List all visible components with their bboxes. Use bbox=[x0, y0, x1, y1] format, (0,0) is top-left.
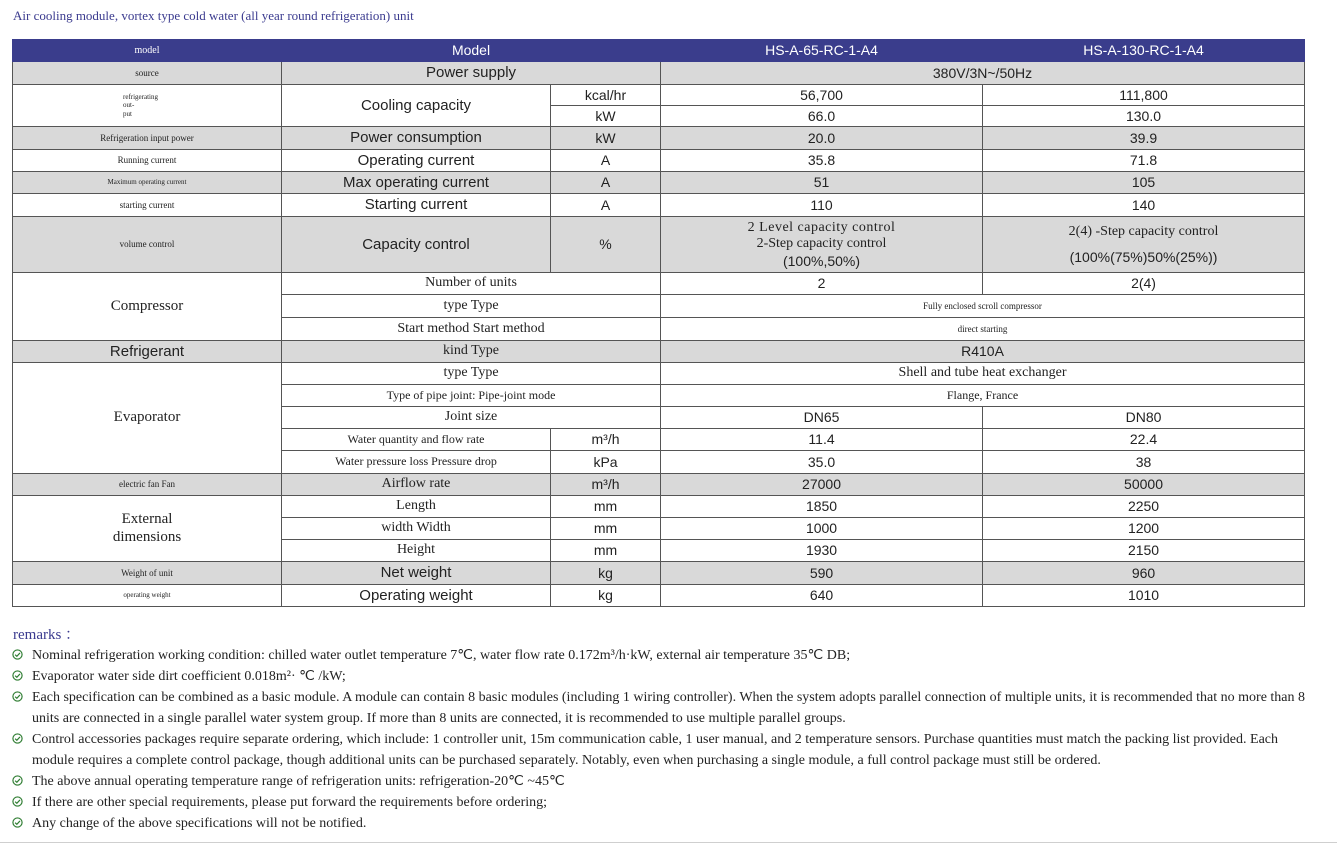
row-unit: kW bbox=[551, 106, 661, 127]
page-title: Air cooling module, vortex type cold water (all year round refrigeration) unit bbox=[13, 8, 414, 23]
remarks-list bbox=[12, 645, 1312, 834]
header-model: Model bbox=[282, 40, 661, 62]
row-value-b: 1200 bbox=[983, 518, 1305, 540]
row-unit: A bbox=[551, 172, 661, 194]
row-label: Operating current bbox=[282, 150, 551, 172]
evaporator-group-label: Evaporator bbox=[13, 363, 282, 474]
row-value-a: 35.0 bbox=[661, 451, 983, 474]
row-label: type Type bbox=[282, 295, 661, 318]
row-unit: A bbox=[551, 194, 661, 217]
row-value-a: 640 bbox=[661, 585, 983, 607]
remark-text: Any change of the above specifications will not be notified. bbox=[32, 816, 367, 831]
row-label: Power consumption bbox=[282, 127, 551, 150]
row-value-b: 50000 bbox=[983, 474, 1305, 496]
row-label-small: starting current bbox=[13, 194, 282, 217]
row-unit: kg bbox=[551, 562, 661, 585]
remark-text: If there are other special requirements, please put forward the requirements before ordering; bbox=[32, 795, 548, 810]
refrigerant-group-label: Refrigerant bbox=[13, 341, 282, 363]
row-label-small: source bbox=[13, 62, 282, 85]
row-unit: m³/h bbox=[551, 429, 661, 451]
capacity-a-line3: (100%,50%) bbox=[782, 252, 861, 269]
row-label: Power supply bbox=[282, 62, 661, 85]
table-row bbox=[13, 85, 1305, 106]
row-value-a: 20.0 bbox=[661, 127, 983, 150]
row-label: width Width bbox=[282, 518, 551, 540]
row-value-b: 111,800 bbox=[983, 85, 1305, 106]
row-label-small: refrigerating out-put bbox=[13, 85, 282, 127]
dimensions-line1: External bbox=[121, 511, 173, 528]
row-unit: kW bbox=[551, 127, 661, 150]
row-label: Capacity control bbox=[282, 217, 551, 273]
row-value: 380V/3N~/50Hz bbox=[661, 62, 1305, 85]
row-value-b: DN80 bbox=[983, 407, 1305, 429]
row-label: Start method Start method bbox=[282, 318, 661, 341]
list-item bbox=[12, 792, 1312, 813]
table-row bbox=[13, 217, 1305, 273]
row-label: Starting current bbox=[282, 194, 551, 217]
row-label: Cooling capacity bbox=[282, 85, 551, 127]
row-value-b: 2250 bbox=[983, 496, 1305, 518]
row-unit: kcal/hr bbox=[551, 85, 661, 106]
row-value-b: 105 bbox=[983, 172, 1305, 194]
row-value-a: 110 bbox=[661, 194, 983, 217]
remark-text: The above annual operating temperature range of refrigeration units: refrigeration-20℃ ~45℃ bbox=[32, 774, 565, 789]
row-value-a: 1000 bbox=[661, 518, 983, 540]
spec-table bbox=[12, 39, 1305, 607]
capacity-a-line2: 2-Step capacity control bbox=[756, 236, 887, 252]
capacity-value-a bbox=[661, 217, 983, 273]
row-label: Water quantity and flow rate bbox=[282, 429, 551, 451]
row-label-small: Refrigeration input power bbox=[13, 127, 282, 150]
capacity-value-b bbox=[983, 217, 1305, 273]
header-model-b: HS-A-130-RC-1-A4 bbox=[983, 40, 1305, 62]
row-label-small: Maximum operating current bbox=[13, 172, 282, 194]
row-label: Joint size bbox=[282, 407, 661, 429]
row-value-b: 2150 bbox=[983, 540, 1305, 562]
row-label-small: Running current bbox=[13, 150, 282, 172]
check-circle-icon bbox=[12, 733, 23, 744]
row-label: kind Type bbox=[282, 341, 661, 363]
check-circle-icon bbox=[12, 649, 23, 660]
header-model-small: model bbox=[13, 40, 282, 62]
compressor-group-label: Compressor bbox=[13, 273, 282, 341]
row-label: Water pressure loss Pressure drop bbox=[282, 451, 551, 474]
list-item bbox=[12, 771, 1312, 792]
row-label: Net weight bbox=[282, 562, 551, 585]
row-unit: kg bbox=[551, 585, 661, 607]
row-value-b: 2(4) bbox=[983, 273, 1305, 295]
list-item bbox=[12, 645, 1312, 666]
list-item bbox=[12, 729, 1312, 771]
row-unit: mm bbox=[551, 496, 661, 518]
dimensions-group-label bbox=[13, 496, 282, 562]
row-value: Shell and tube heat exchanger bbox=[661, 363, 1305, 385]
row-value-a: 35.8 bbox=[661, 150, 983, 172]
row-label: Airflow rate bbox=[282, 474, 551, 496]
table-row bbox=[13, 62, 1305, 85]
list-item bbox=[12, 813, 1312, 834]
row-value-a: 56,700 bbox=[661, 85, 983, 106]
row-label: Operating weight bbox=[282, 585, 551, 607]
table-row bbox=[13, 496, 1305, 518]
row-value: Flange, France bbox=[661, 385, 1305, 407]
row-value-a: 1930 bbox=[661, 540, 983, 562]
row-value-a: DN65 bbox=[661, 407, 983, 429]
row-value-b: 130.0 bbox=[983, 106, 1305, 127]
row-unit: A bbox=[551, 150, 661, 172]
row-value: R410A bbox=[661, 341, 1305, 363]
row-value-b: 38 bbox=[983, 451, 1305, 474]
dimensions-line2: dimensions bbox=[112, 528, 182, 545]
remark-text: Control accessories packages require separate ordering, which include: 1 controller unit, 15m communication cable, 1 user manual, and 2 temperature sensors. Purchase quantities must match the packing list provided. Each module requires a complete control package, though additional units can be purchased separately. Notably, even when purchasing a single module, a full control package must still be ordered. bbox=[32, 732, 1278, 768]
row-label: Height bbox=[282, 540, 551, 562]
row-label: Type of pipe joint: Pipe-joint mode bbox=[282, 385, 661, 407]
row-label: Number of units bbox=[282, 273, 661, 295]
remarks-title: remarks ： bbox=[13, 627, 81, 643]
row-label: Max operating current bbox=[282, 172, 551, 194]
row-value-a: 27000 bbox=[661, 474, 983, 496]
table-row bbox=[13, 562, 1305, 585]
row-value-b: 140 bbox=[983, 194, 1305, 217]
table-row bbox=[13, 194, 1305, 217]
row-unit: % bbox=[551, 217, 661, 273]
row-unit: kPa bbox=[551, 451, 661, 474]
row-value: Fully enclosed scroll compressor bbox=[661, 295, 1305, 318]
header-model-a: HS-A-65-RC-1-A4 bbox=[661, 40, 983, 62]
row-label-small: electric fan Fan bbox=[13, 474, 282, 496]
capacity-a-line1: 2 Level capacity control bbox=[747, 220, 896, 236]
table-row bbox=[13, 585, 1305, 607]
list-item bbox=[12, 687, 1312, 729]
table-row bbox=[13, 363, 1305, 385]
check-circle-icon bbox=[12, 775, 23, 786]
remark-text: Each specification can be combined as a basic module. A module can contain 8 basic modules (including 1 wiring controller). When the system adopts parallel connection of multiple units, it is recommended that no more than 8 units are connected in a single parallel water system group. If more than 8 units are connected, it is recommended to use multiple parallel groups. bbox=[32, 690, 1306, 726]
row-value-b: 22.4 bbox=[983, 429, 1305, 451]
row-label: Length bbox=[282, 496, 551, 518]
row-value-a: 2 bbox=[661, 273, 983, 295]
check-circle-icon bbox=[12, 817, 23, 828]
row-value-a: 66.0 bbox=[661, 106, 983, 127]
row-value-a: 51 bbox=[661, 172, 983, 194]
row-unit: m³/h bbox=[551, 474, 661, 496]
row-value-b: 960 bbox=[983, 562, 1305, 585]
row-value-a: 590 bbox=[661, 562, 983, 585]
row-value-b: 71.8 bbox=[983, 150, 1305, 172]
page-divider bbox=[0, 842, 1337, 843]
row-value-a: 11.4 bbox=[661, 429, 983, 451]
capacity-b-line2: (100%(75%)50%(25%)) bbox=[1069, 248, 1218, 265]
row-label-small: volume control bbox=[13, 217, 282, 273]
check-circle-icon bbox=[12, 796, 23, 807]
remark-text: Nominal refrigeration working condition: chilled water outlet temperature 7℃, water flow rate 0.172m³/h·kW, external air temperature 35℃ DB; bbox=[32, 648, 851, 663]
row-value-a: 1850 bbox=[661, 496, 983, 518]
table-row bbox=[13, 127, 1305, 150]
table-header-row bbox=[13, 40, 1305, 62]
row-label-small: operating weight bbox=[13, 585, 282, 607]
row-value-b: 1010 bbox=[983, 585, 1305, 607]
row-value-b: 39.9 bbox=[983, 127, 1305, 150]
row-unit: mm bbox=[551, 540, 661, 562]
remark-text: Evaporator water side dirt coefficient 0.018m²· ℃ /kW; bbox=[32, 669, 346, 684]
row-unit: mm bbox=[551, 518, 661, 540]
table-row bbox=[13, 341, 1305, 363]
table-row bbox=[13, 474, 1305, 496]
check-circle-icon bbox=[12, 670, 23, 681]
table-row bbox=[13, 172, 1305, 194]
row-label-small: Weight of unit bbox=[13, 562, 282, 585]
table-row bbox=[13, 273, 1305, 295]
check-circle-icon bbox=[12, 691, 23, 702]
capacity-b-line1: 2(4) -Step capacity control bbox=[1068, 224, 1219, 240]
row-label: type Type bbox=[282, 363, 661, 385]
row-value: direct starting bbox=[661, 318, 1305, 341]
list-item bbox=[12, 666, 1312, 687]
table-row bbox=[13, 150, 1305, 172]
